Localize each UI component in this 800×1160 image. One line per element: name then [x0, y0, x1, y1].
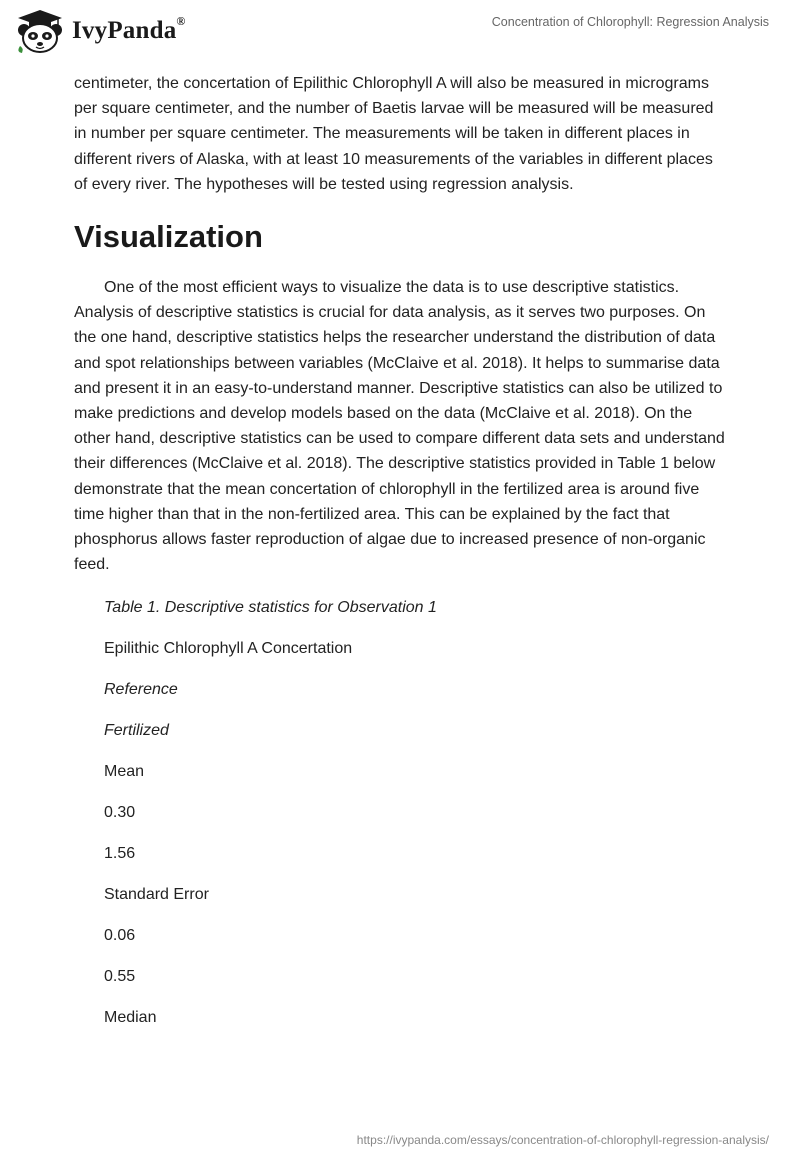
- table-cell: Median: [104, 1009, 157, 1027]
- ivypanda-logo[interactable]: [14, 8, 186, 54]
- page-header: [0, 0, 800, 70]
- table-cell: Reference: [104, 681, 178, 699]
- logo-wordmark: [72, 13, 186, 45]
- table-cell: 0.06: [104, 927, 136, 945]
- table-caption: Table 1. Descriptive statistics for Observation 1: [104, 599, 437, 617]
- registered-mark: ®: [176, 13, 186, 28]
- logo-text: IvyPanda: [72, 17, 177, 44]
- source-url[interactable]: https://ivypanda.com/essays/concentration-of-chlorophyll-regression-analysis/: [356, 1133, 769, 1147]
- essay-content: [74, 71, 728, 1028]
- table-cell: Mean: [104, 763, 145, 781]
- panda-icon: [14, 8, 66, 54]
- running-title: Concentration of Chlorophyll: Regression Analysis: [491, 15, 769, 29]
- table-cell: 0.55: [104, 968, 136, 986]
- section-heading: Visualization: [74, 219, 263, 255]
- table-cell: 1.56: [104, 845, 136, 863]
- table-cell: Epilithic Chlorophyll A Concertation: [104, 640, 353, 658]
- table-cell: Standard Error: [104, 886, 209, 904]
- table-cell: 0.30: [104, 804, 136, 822]
- section-paragraph: One of the most efficient ways to visualize the data is to use descriptive statistics. Analysis of descriptive statistics is crucial for data analysis, as it serves two purposes. On the one hand, descriptive statistics helps the researcher understand the distribution of data and spot relationships between variables (McClaive et al. 2018). It helps to summarise data and present it in an easy-to-understand manner. Descriptive statistics can also be utilized to make predictions and develop models based on the data (McClaive et al. 2018). On the other hand, descriptive statistics can be used to compare different data sets and understand their differences (McClaive et al. 2018). The descriptive statistics provided in Table 1 below demonstrate that the mean concertation of chlorophyll in the fertilized area is around five time higher than that in the non-fertilized area. This can be explained by the fact that phosphorus allows faster reproduction of algae due to increased presence of non-organic feed.: [74, 279, 725, 574]
- table-cell: Fertilized: [104, 722, 169, 740]
- intro-paragraph: centimeter, the concertation of Epilithic Chlorophyll A will also be measured in micrograms per square centimeter, and the number of Baetis larvae will be measured will be measured in number per square centimeter. The measurements will be taken in different places in different rivers of Alaska, with at least 10 measurements of the variables in different places of every river. The hypotheses will be tested using regression analysis.: [74, 75, 714, 193]
